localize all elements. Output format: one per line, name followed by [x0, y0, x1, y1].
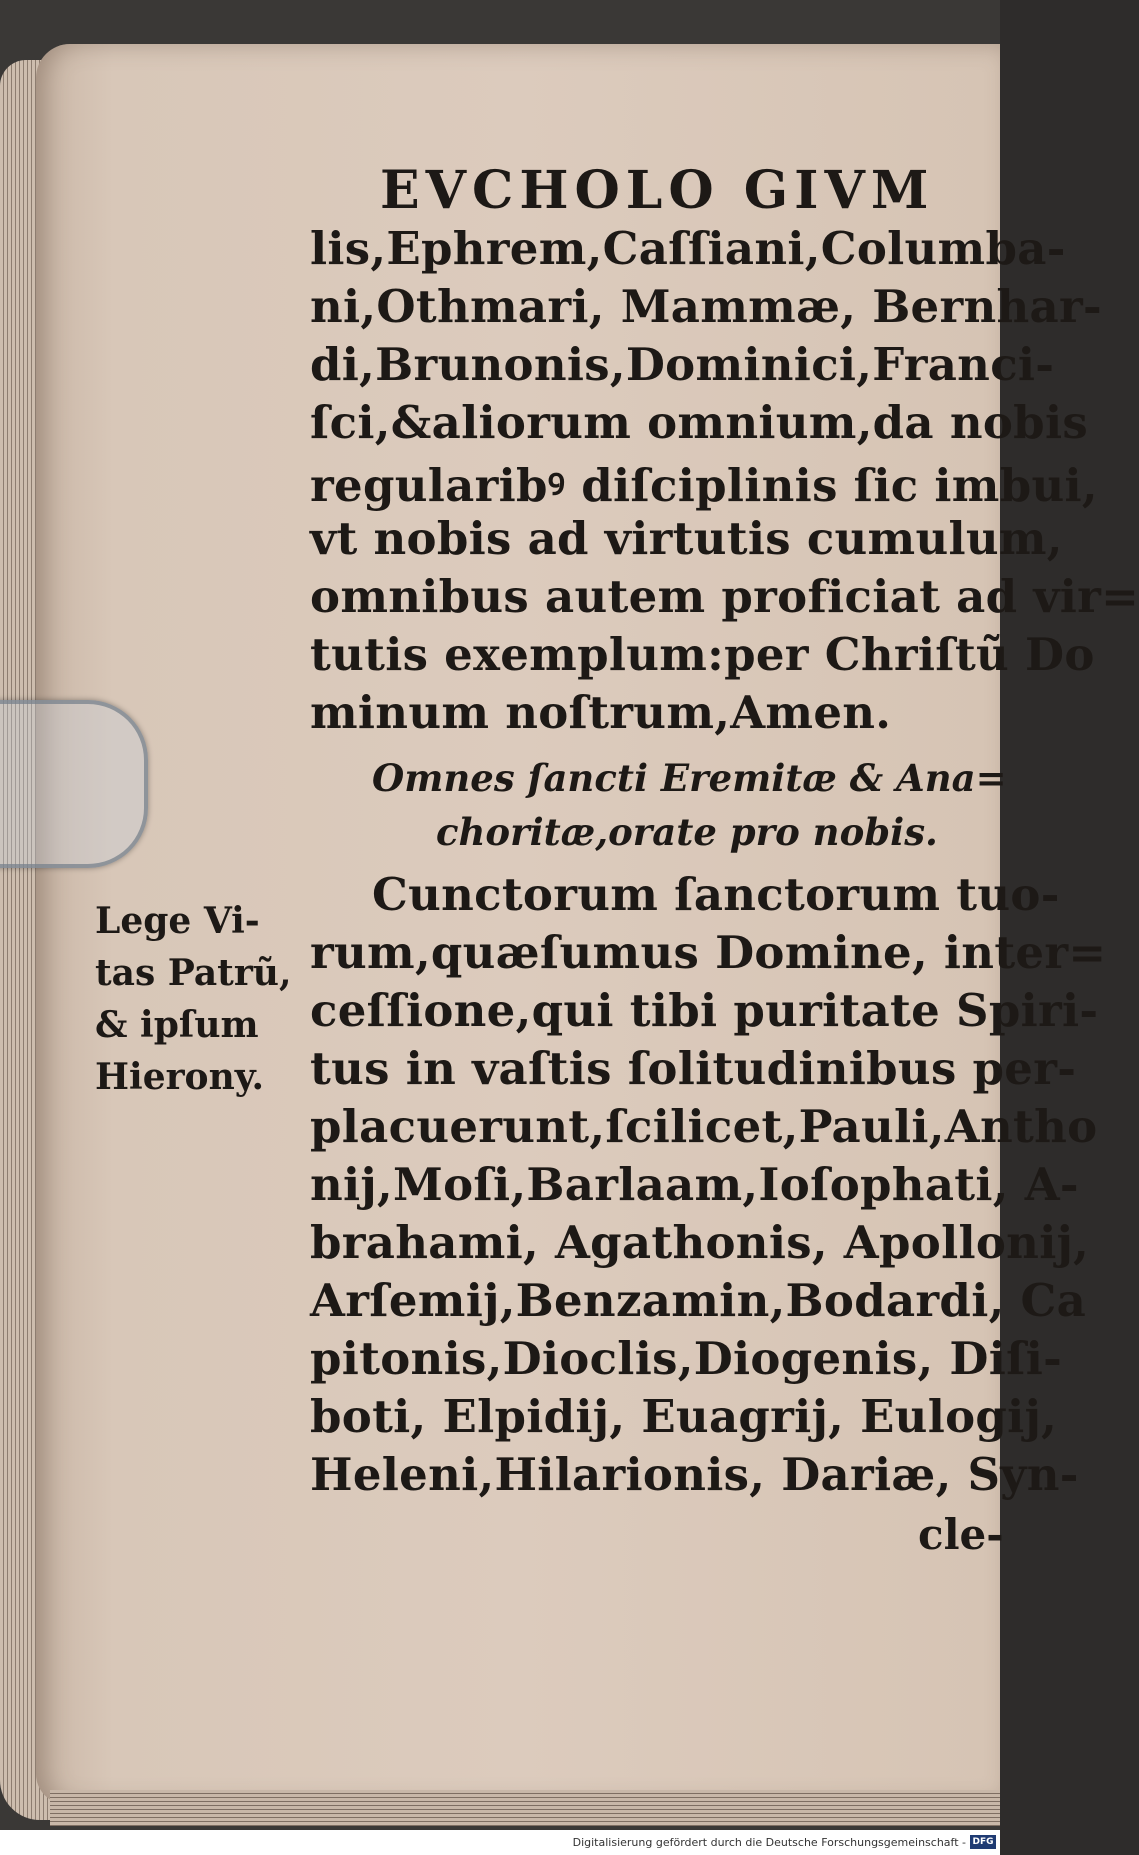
rubric-line: Omnes ſancti Eremitæ & Ana= [372, 756, 1007, 800]
body-line: ſci,&aliorum omnium,da nobis [310, 396, 1088, 449]
body-line: tus in vaſtis ſolitudinibus per- [310, 1042, 1077, 1095]
body-line: lis,Ephrem,Caſſiani,Columba- [310, 222, 1066, 275]
bottom-page-edges [50, 1790, 1000, 1826]
body-line: di,Brunonis,Dominici,Franci- [310, 338, 1055, 391]
dfg-logo: DFG [970, 1835, 996, 1849]
running-head: EVCHOLO GIVM [380, 160, 935, 221]
footer-bar [0, 1830, 1000, 1855]
margin-note-line: & ipſum [95, 1004, 259, 1046]
margin-note-line: Lege Vi- [95, 900, 260, 942]
body-line: Cunctorum ſanctorum tuo- [372, 868, 1060, 921]
body-line: omnibus autem proficiat ad vir= [310, 570, 1139, 623]
body-line: placuerunt,ſcilicet,Pauli,Antho [310, 1100, 1098, 1153]
body-line: Arſemij,Benzamin,Bodardi, Ca [310, 1274, 1087, 1327]
margin-note-line: tas Patrũ, [95, 952, 292, 994]
glass-clip [0, 700, 148, 868]
body-line: vt nobis ad virtutis cumulum, [310, 512, 1063, 565]
rubric-line: choritæ,orate pro nobis. [436, 810, 938, 854]
body-line: tutis exemplum:per Chriſtũ Do [310, 628, 1095, 681]
margin-note-line: Hierony. [95, 1056, 265, 1098]
body-line: nij,Moſi,Barlaam,Ioſophati, A- [310, 1158, 1079, 1211]
body-line: ceſſione,qui tibi puritate Spiri- [310, 984, 1099, 1037]
catchword: cle- [918, 1510, 1004, 1559]
body-line: ni,Othmari, Mammæ, Bernhar- [310, 280, 1102, 333]
body-line: regularibꝰ diſciplinis ſic imbui, [310, 459, 1098, 512]
body-line: rum,quæſumus Domine, inter= [310, 926, 1107, 979]
body-line: brahami, Agathonis, Apollonij, [310, 1216, 1090, 1269]
body-line: boti, Elpidij, Euagrij, Eulogij, [310, 1390, 1058, 1443]
body-line: pitonis,Dioclis,Diogenis, Diſi- [310, 1332, 1063, 1385]
funding-credit: Digitalisierung gefördert durch die Deutsche Forschungsgemeinschaft - [572, 1836, 966, 1849]
body-line: Heleni,Hilarionis, Dariæ, Syn- [310, 1448, 1079, 1501]
body-line: minum noſtrum,Amen. [310, 686, 892, 739]
